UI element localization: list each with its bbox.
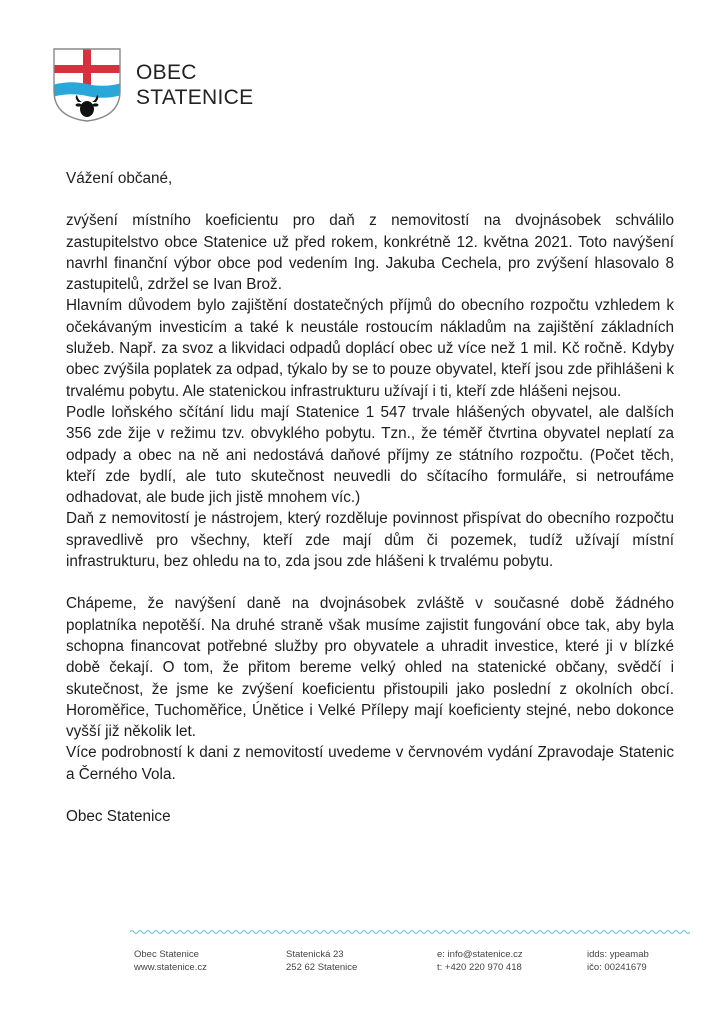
paragraph: Hlavním důvodem bylo zajištění dostatečných příjmů do obecního rozpočtu vzhledem k očekávaným investicím a také k neustále rostoucím nákladům na zajištění základních služeb. Např. za svoz a likvidaci odpadů doplácí obec už více než 1 mil. Kč ročně. Kdyby obec zvýšila poplatek za odpad, týkalo by se to pouze obyvatel, kteří jsou zde přihlášeni k trvalému pobytu. Ale statenickou infrastrukturu užívají i ti, kteří zde hlášeni nejsou. bbox=[66, 297, 674, 400]
footer-ids bbox=[587, 948, 649, 974]
brand-line-2: STATENICE bbox=[136, 86, 254, 109]
footer-street: Statenická 23 bbox=[286, 949, 344, 960]
footer-idds: idds: ypeamab bbox=[587, 949, 649, 960]
footer-ico: ičo: 00241679 bbox=[587, 962, 647, 973]
paragraph: Podle loňského sčítání lidu mají Statenice 1 547 trvale hlášených obyvatel, ale dalších 356 zde žije v režimu tzv. obvyklého pobytu. Tzn., že téměř čtvrtina obyvatel neplatí za odpady a obec na ně ani nedostává daňové příjmy ze státního rozpočtu. (Počet těch, kteří zde bydlí, ale tuto skutečnost neuvedli do sčítacího formuláře, si netroufáme odhadovat, ale bude jich jistě mnohem víc.) bbox=[66, 403, 674, 507]
letter-body bbox=[66, 168, 674, 843]
paragraph: Chápeme, že navýšení daně na dvojnásobek zvláště v současné době žádného poplatníka nepotěší. Na druhé straně však musíme zajistit fungování obce tak, aby byla schopna financovat potřebné služby pro obyvatele a uhradit investice, které ji v blízké době čekají. O tom, že přitom bereme velký ohled na statenické občany, svědčí i skutečnost, že jsme ke zvýšení koeficientu přistoupili jako poslední z okolních obcí. Horoměřice, Tuchoměřice, Únětice i Velké Přílepy mají koeficienty stejné, nebo dokonce vyšší již několik let. bbox=[66, 595, 674, 741]
signature: Obec Statenice bbox=[66, 808, 171, 826]
coat-of-arms-icon bbox=[52, 47, 122, 123]
footer-wave-divider bbox=[130, 928, 690, 936]
greeting: Vážení občané, bbox=[66, 170, 173, 187]
paragraph: Více podrobností k dani z nemovitostí uvedeme v červnovém vydání Zpravodaje Statenic a Černého Vola. bbox=[66, 744, 674, 783]
letterhead bbox=[52, 47, 253, 123]
spacer bbox=[66, 572, 674, 593]
footer-email[interactable]: e: info@statenice.cz bbox=[437, 949, 523, 960]
paragraph: Daň z nemovitostí je nástrojem, který rozděluje povinnost přispívat do obecního rozpočtu spravedlivě pro všechny, kteří zde mají dům či pozemek, tudíž užívají místní infrastrukturu, bez ohledu na to, zda jsou zde hlášeni k trvalému pobytu. bbox=[66, 510, 674, 571]
brand-line-1: OBEC bbox=[136, 61, 197, 84]
footer-city: 252 62 Statenice bbox=[286, 962, 358, 973]
footer-contact bbox=[437, 948, 523, 974]
footer-org-name: Obec Statenice bbox=[134, 949, 199, 960]
paragraph: zvýšení místního koeficientu pro daň z nemovitostí na dvojnásobek schválilo zastupitelstvo obce Statenice už před rokem, konkrétně 12. května 2021. Toto navýšení navrhl finanční výbor obce pod vedením Ing. Jakuba Cechela, pro zvýšení hlasovalo 8 zastupitelů, zdržel se Ivan Brož. bbox=[66, 212, 674, 294]
footer-phone: t: +420 220 970 418 bbox=[437, 962, 522, 973]
footer-org bbox=[134, 948, 207, 974]
footer-website[interactable]: www.statenice.cz bbox=[134, 962, 207, 973]
footer-address bbox=[286, 948, 357, 974]
municipality-name bbox=[136, 60, 253, 110]
